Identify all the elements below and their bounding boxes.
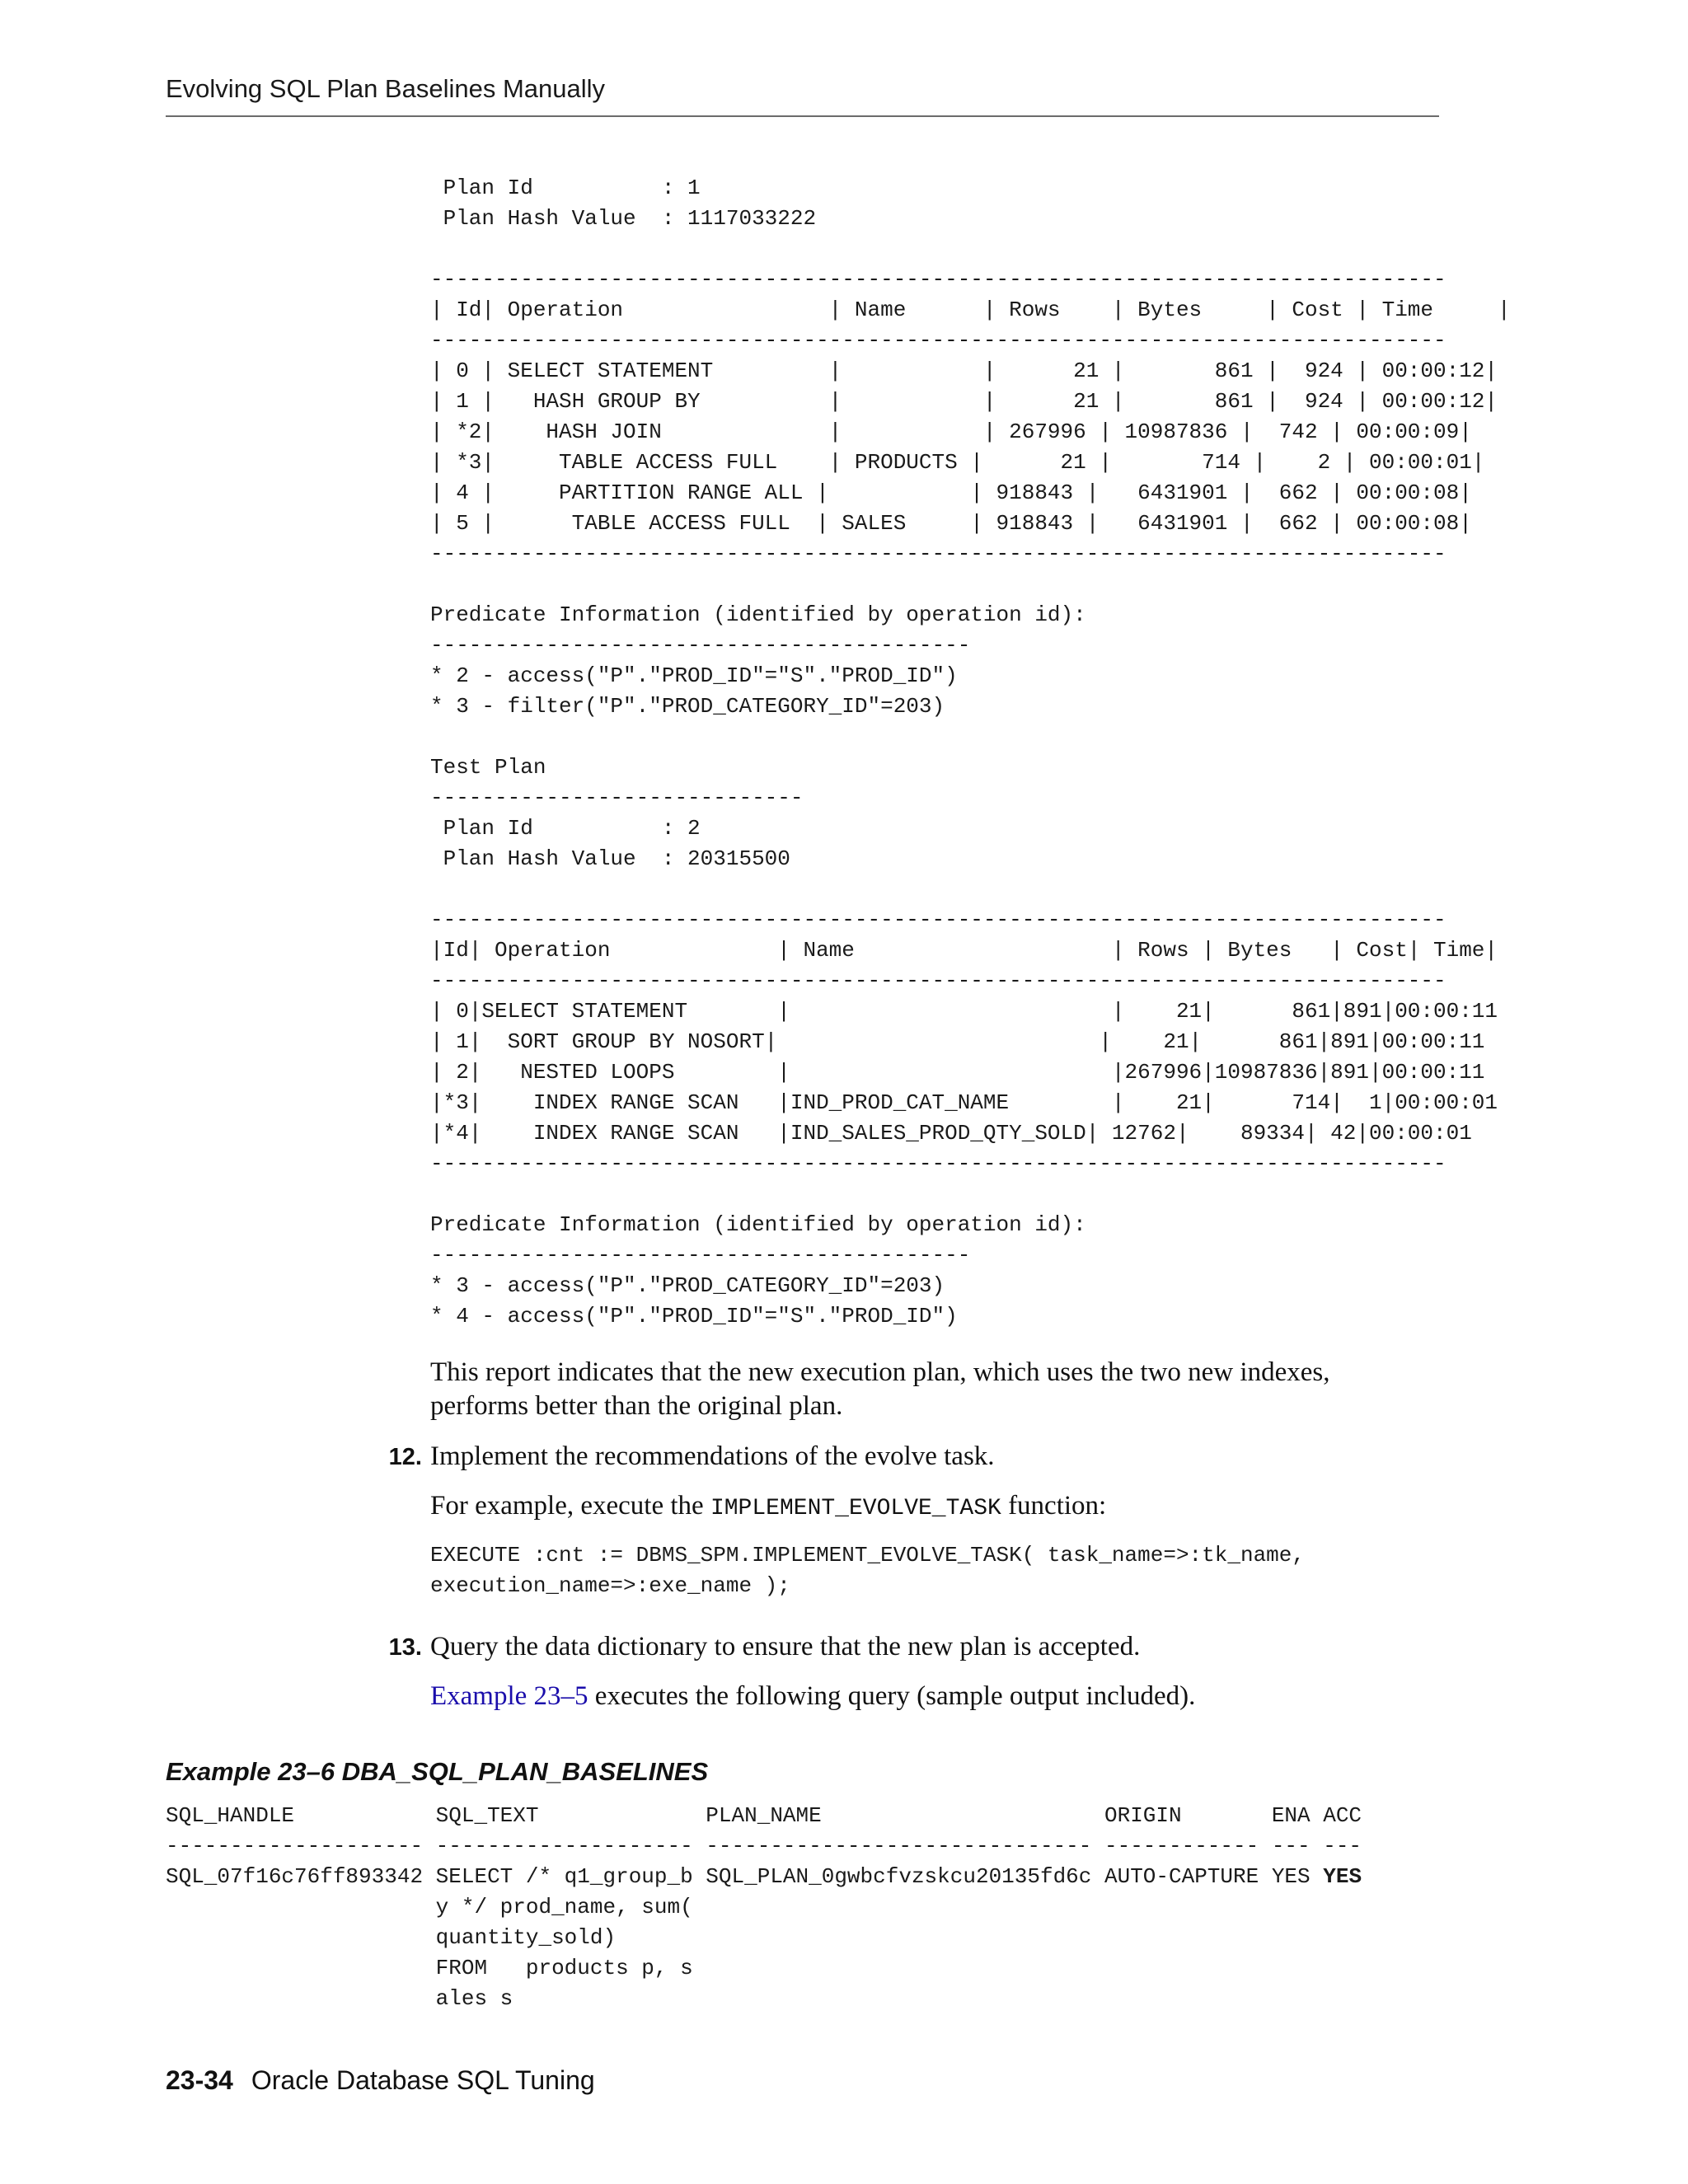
implement-evolve-task-code: EXECUTE :cnt := DBMS_SPM.IMPLEMENT_EVOLVE_TASK( task_name=>:tk_name, execution_name=>:exe_name ); <box>430 1543 1305 1598</box>
step-text: Implement the recommendations of the evolve task. <box>430 1441 995 1471</box>
execution-plan-report: Plan Id : 1 Plan Hash Value : 1117033222 ------------------------------------------------------------------------------- | Id| Operation | Name | Rows | Bytes | Cost | Time | ------------------------------------------------------------------------------- | 0 | SELECT STATEMENT | | 21 | 861 | 924 | 00:00:12| | 1 | HASH GROUP BY | | 21 | 861 | 924 | 00:00:12| | *2| HASH JOIN | | 267996 | 10987836 | 742 | 00:00:09| | *3| TABLE ACCESS FULL | PRODUCTS | 21 | 714 | 2 | 00:00:01| | 4 | PARTITION RANGE ALL | | 918843 | 6431901 | 662 | 00:00:08| | 5 | TABLE ACCESS FULL | SALES | 918843 | 6431901 | 662 | 00:00:08| ------------------------------------------------------------------------------- Predicate Information (identified by operation id): ------------------------------------------ * 2 - access("P"."PROD_ID"="S"."PROD_ID") * 3 - filter("P"."PROD_CATEGORY_ID"=203) Test Plan ----------------------------- Plan Id : 2 Plan Hash Value : 20315500 ------------------------------------------------------------------------------- |Id| Operation | Name | Rows | Bytes | Cost| Time| ------------------------------------------------------------------------------- | 0|SELECT STATEMENT | | 21| 861|891|00:00:11 | 1| SORT GROUP BY NOSORT| | 21| 861|891|00:00:11 | 2| NESTED LOOPS | |267996|10987836|891|00:00:11 |*3| INDEX RANGE SCAN |IND_PROD_CAT_NAME | 21| 714| 1|00:00:01 |*4| INDEX RANGE SCAN |IND_SALES_PROD_QTY_SOLD| 12762| 89334| 42|00:00:01 ------------------------------------------------------------------------------- Predicate Information (identified by operation id): ------------------------------------------ * 3 - access("P"."PROD_CATEGORY_ID"=203) * 4 - access("P"."PROD_ID"="S"."PROD_ID") <box>430 176 1511 1329</box>
sql-plan-baselines-output <box>166 1801 1362 2014</box>
step-number: 12. <box>388 1444 422 1470</box>
step-number: 13. <box>388 1634 422 1661</box>
report-summary-paragraph: This report indicates that the new execution plan, which uses the two new indexes, performs better than the original plan. <box>430 1357 1330 1421</box>
output-rows: SQL_HANDLE SQL_TEXT PLAN_NAME ORIGIN ENA ACC -------------------- -------------------- ------------------------------ ------------ --- --- SQL_07f16c76ff893342 SELECT /* q1_group_b SQL_PLAN_0gwbcfvzskcu20135fd6c AUTO-CAPTURE YES <box>166 1803 1362 1889</box>
page-number: 23-34 <box>166 2065 233 2095</box>
page-footer <box>166 2065 595 2096</box>
step-13-example-text <box>430 1680 1403 1713</box>
example-title: Example 23–6 DBA_SQL_PLAN_BASELINES <box>166 1757 709 1786</box>
function-name: IMPLEMENT_EVOLVE_TASK <box>710 1496 1001 1521</box>
example-suffix: function: <box>1001 1491 1107 1521</box>
example-prefix: For example, execute the <box>430 1491 710 1521</box>
example-23-5-link[interactable]: Example 23–5 <box>430 1681 588 1711</box>
step-12-example-text <box>430 1489 1403 1526</box>
example-suffix: executes the following query (sample output included). <box>588 1681 1196 1711</box>
step-text: Query the data dictionary to ensure that the new plan is accepted. <box>430 1632 1141 1661</box>
step-13 <box>363 1630 1401 1665</box>
running-header: Evolving SQL Plan Baselines Manually <box>166 74 1439 117</box>
book-title: Oracle Database SQL Tuning <box>251 2065 595 2095</box>
accepted-value: YES <box>1323 1864 1362 1889</box>
output-continuation: y */ prod_name, sum( quantity_sold) FROM products p, s ales s <box>435 1895 693 2011</box>
step-12 <box>363 1440 1401 1474</box>
